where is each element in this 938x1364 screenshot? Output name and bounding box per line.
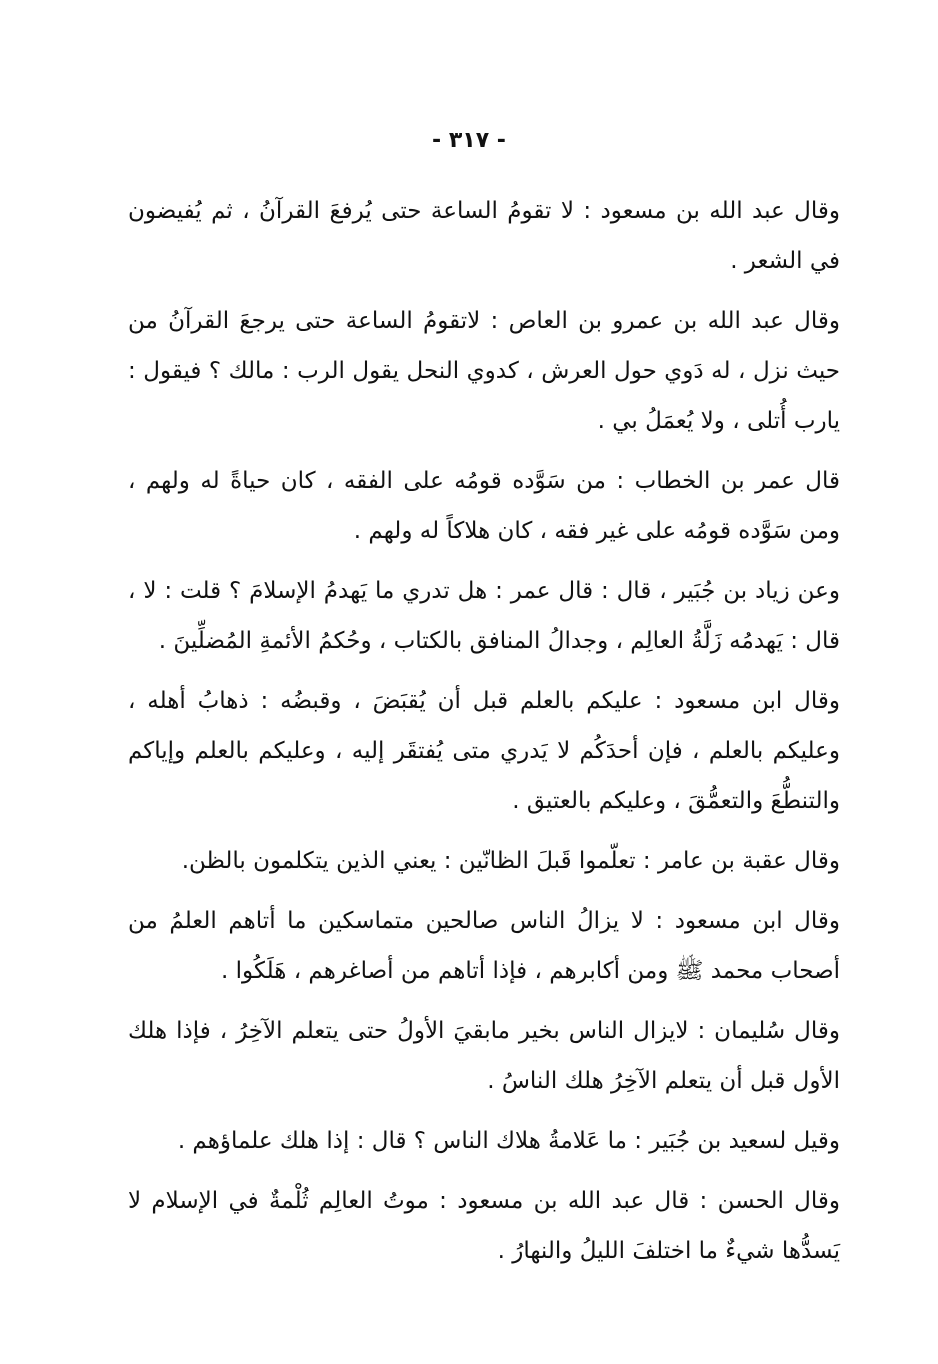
paragraph-4: وعن زياد بن جُبَير ، قال : قال عمر : هل تدري ما يَهدمُ الإسلامَ ؟ قلت : لا ، قال : يَهدمُه زَلَّةُ العالِم ، وجدالُ المنافق بالكتاب ، وحُكمُ الأئمةِ المُضلِّينَ . — [128, 578, 840, 654]
paragraph-6: وقال عقبة بن عامر : تعلّموا قَبلَ الظانّين : يعني الذين يتكلمون بالظن. — [181, 848, 840, 874]
paragraph-1: وقال عبد الله بن مسعود : لا تقومُ الساعة حتى يُرفعَ القرآنُ ، ثم يُفيضون في الشعر . — [128, 198, 840, 274]
paragraph-8: وقال سُليمان : لايزال الناس بخير مابقيَ الأولُ حتى يتعلم الآخِرُ ، فإذا هلك الأول قبل أن يتعلم الآخِرُ هلك الناسُ . — [128, 1018, 840, 1094]
paragraph-9: وقيل لسعيد بن جُبَير : ما عَلامةُ هلاك الناس ؟ قال : إذا هلك علماؤهم . — [177, 1128, 840, 1154]
paragraph-7: وقال ابن مسعود : لا يزالُ الناس صالحين متماسكين ما أتاهم العلمُ من أصحاب محمد ﷺ ومن أكابرهم ، فإذا أتاهم من أصاغرهم ، هَلَكُوا . — [128, 908, 840, 984]
paragraph-2: وقال عبد الله بن عمرو بن العاص : لاتقومُ الساعة حتى يرجعَ القرآنُ من حيث نزل ، له دَوي حول العرش ، كدوي النحل يقول الرب : مالك ؟ فيقول : يارب أُتلى ، ولا يُعمَلُ بي . — [128, 308, 840, 434]
page-number: - ٣١٧ - — [432, 128, 506, 153]
paragraph-3: قال عمر بن الخطاب : من سَوَّده قومُه على الفقه ، كان حياةً له ولهم ، ومن سَوَّده قومُه على غير فقه ، كان هلاكاً له ولهم . — [128, 468, 840, 544]
paragraph-5: وقال ابن مسعود : عليكم بالعلم قبل أن يُقبَضَ ، وقبضُه : ذهابُ أهله ، وعليكم بالعلم ، فإن أحدَكُم لا يَدري متى يُفتقَر إليه ، وعليكم بالعلم وإياكم والتنطُّعَ والتعمُّقَ ، وعليكم بالعتيق . — [128, 688, 840, 814]
paragraph-10: وقال الحسن : قال عبد الله بن مسعود : موتُ العالِم ثُلْمةٌ في الإسلام لا يَسدُّها شيءٌ ما اختلفَ الليلُ والنهارُ . — [128, 1188, 840, 1264]
body-text — [128, 186, 840, 1286]
